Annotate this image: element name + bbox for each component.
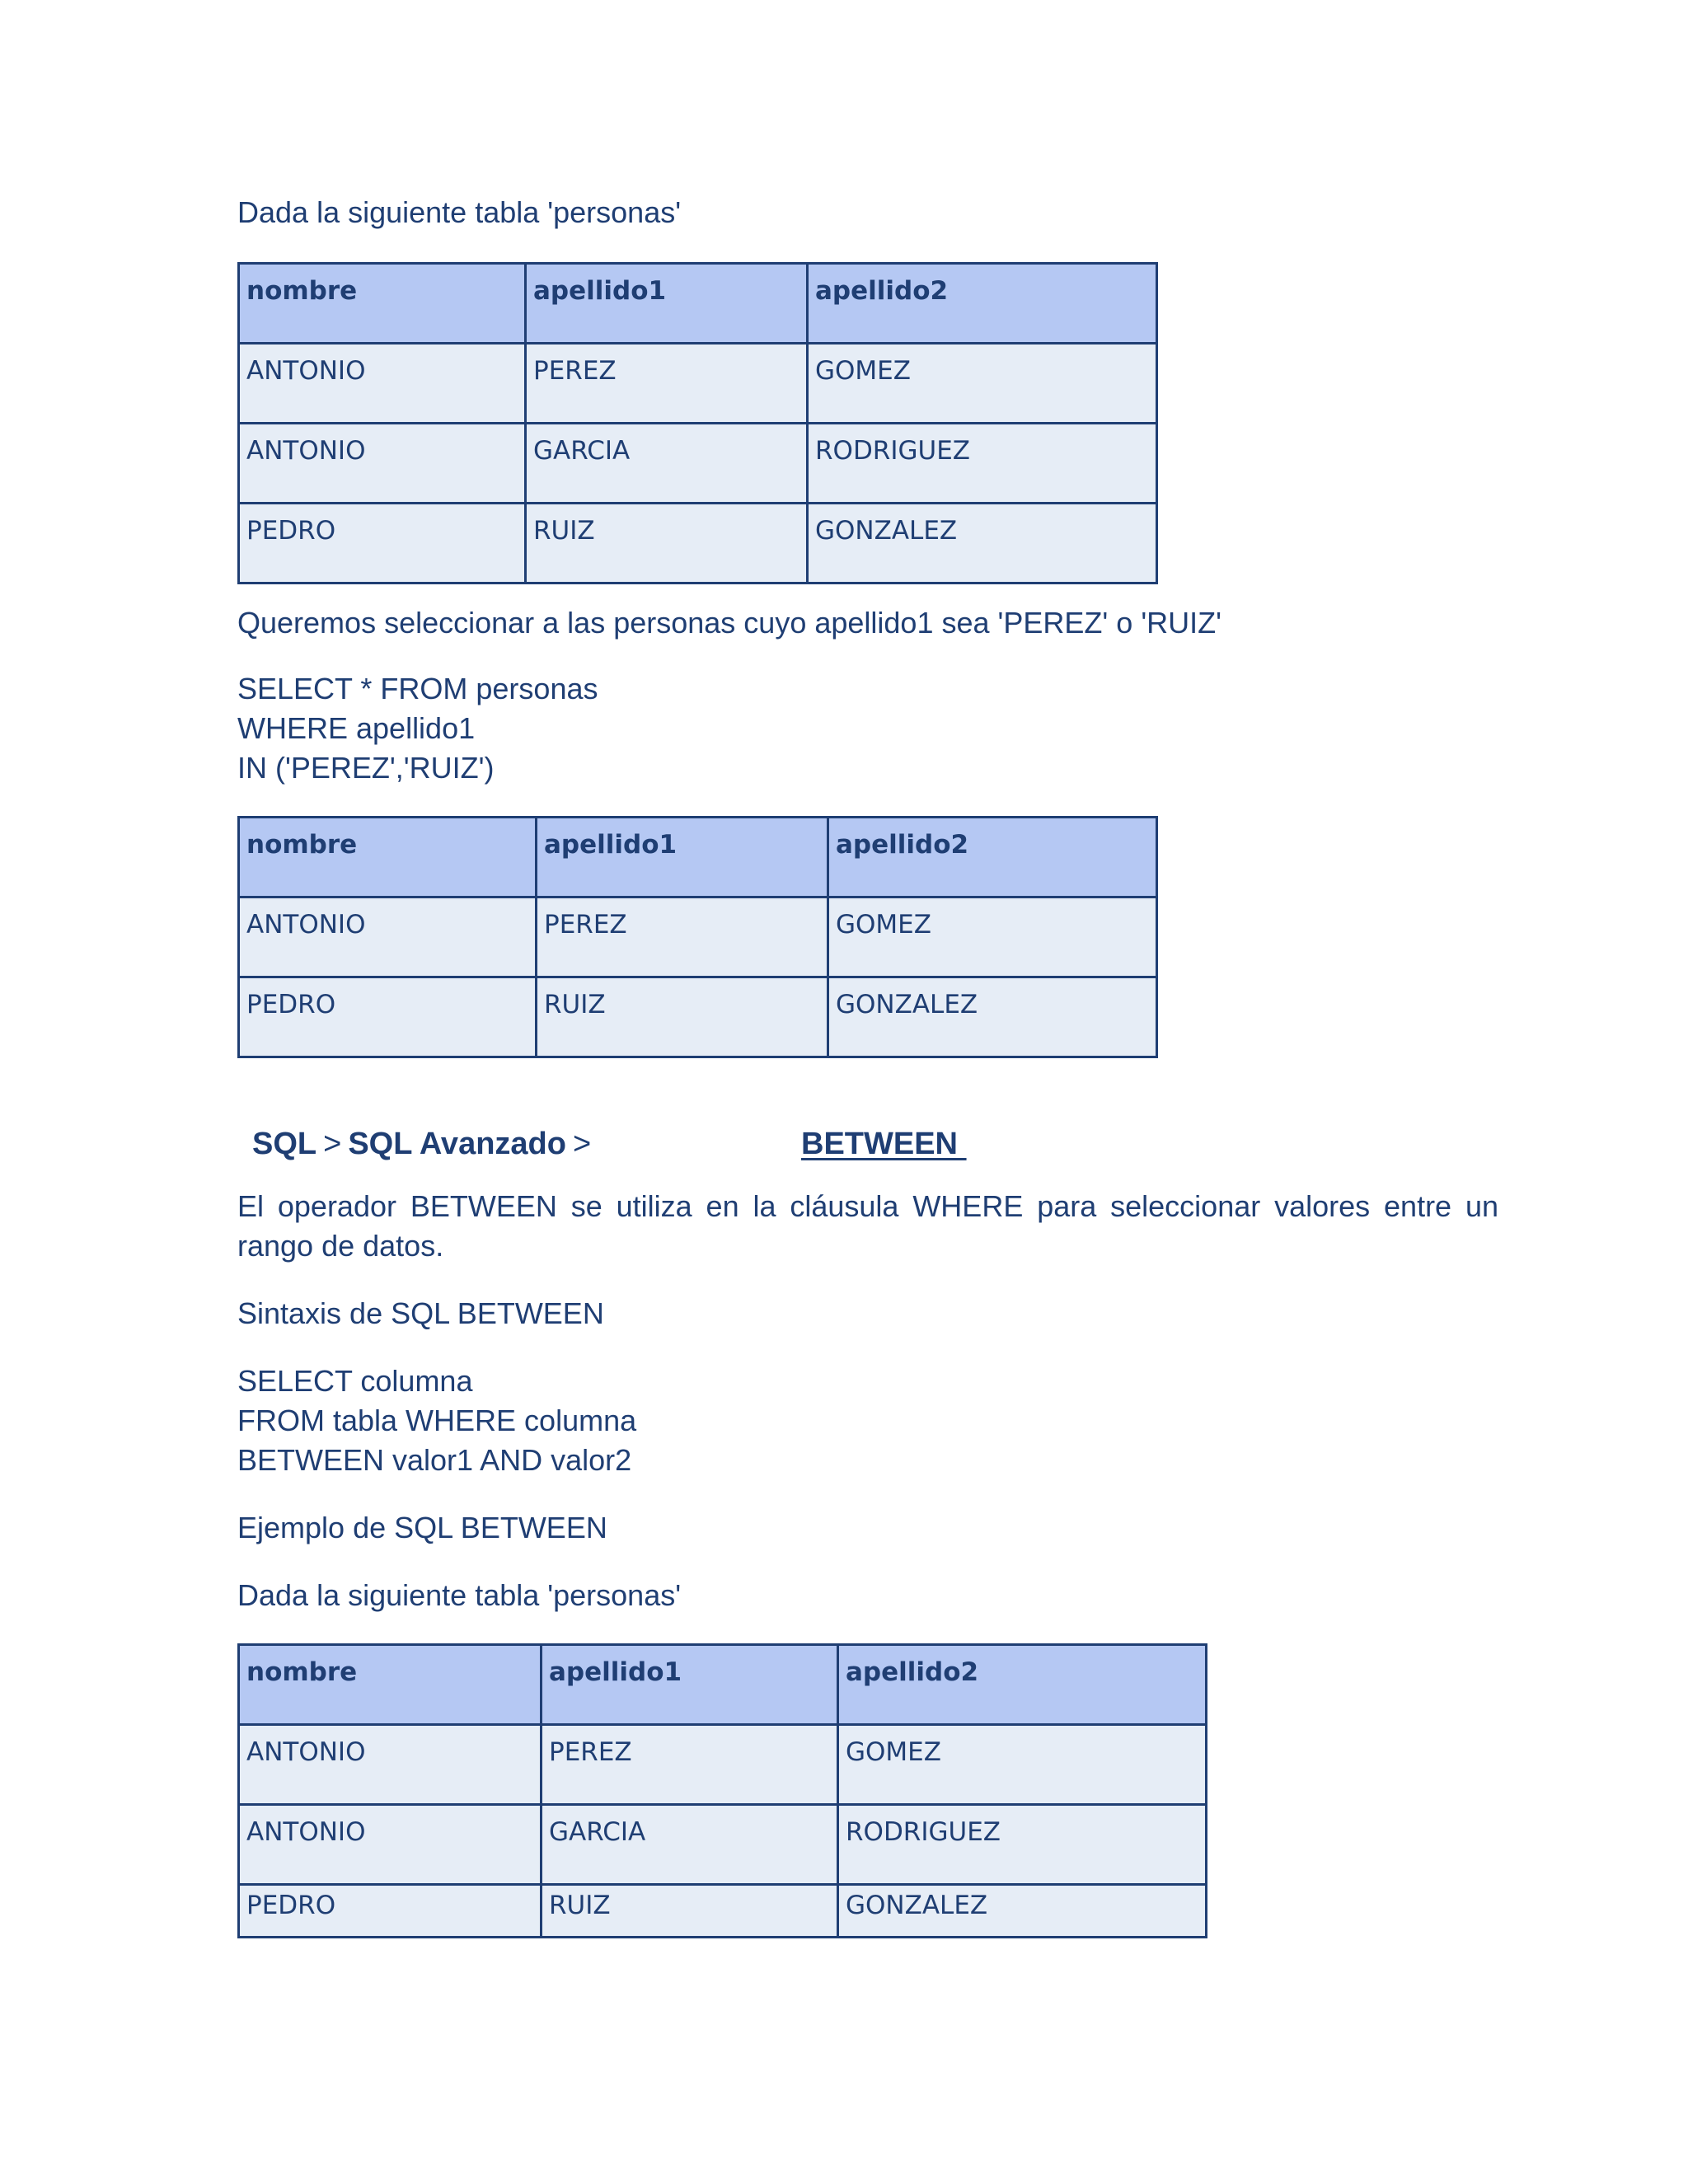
- code-line: IN ('PEREZ','RUIZ'): [237, 751, 495, 785]
- table-cell: PEREZ: [537, 898, 828, 977]
- table-cell: ANTONIO: [239, 344, 526, 424]
- breadcrumb: [252, 1124, 598, 1164]
- between-description: [237, 1187, 1498, 1266]
- table-cell: RUIZ: [526, 504, 808, 583]
- column-header-nombre: nombre: [239, 1645, 542, 1725]
- table-cell: PEDRO: [239, 977, 537, 1057]
- table-cell: PEREZ: [526, 344, 808, 424]
- table-cell: RUIZ: [537, 977, 828, 1057]
- table-cell: GOMEZ: [838, 1725, 1207, 1805]
- table-cell: GONZALEZ: [808, 504, 1157, 583]
- table-cell: PEREZ: [542, 1725, 838, 1805]
- breadcrumb-separator: >: [323, 1127, 342, 1161]
- syntax-heading: Sintaxis de SQL BETWEEN: [237, 1296, 604, 1330]
- table-row: [239, 504, 1157, 583]
- section-title: BETWEEN: [801, 1127, 967, 1161]
- table-cell: GARCIA: [526, 424, 808, 504]
- table-cell: ANTONIO: [239, 424, 526, 504]
- column-header-apellido2: apellido2: [808, 264, 1157, 344]
- table-cell: PEDRO: [239, 504, 526, 583]
- personas-table-2: [237, 1643, 1207, 1938]
- code-line: SELECT columna: [237, 1364, 473, 1398]
- column-header-nombre: nombre: [239, 264, 526, 344]
- breadcrumb-item-sql-avanzado[interactable]: SQL Avanzado: [348, 1127, 566, 1161]
- table-row: [239, 344, 1157, 424]
- table-row: [239, 1725, 1207, 1805]
- table-header-row: [239, 264, 1157, 344]
- example-heading: Ejemplo de SQL BETWEEN: [237, 1511, 607, 1544]
- column-header-apellido1: apellido1: [537, 818, 828, 898]
- intro-text-1: Dada la siguiente tabla 'personas': [237, 195, 682, 229]
- table-row: [239, 977, 1157, 1057]
- between-description-line: El operador BETWEEN se utiliza en la cláusula WHERE para seleccionar valores entre un: [237, 1189, 1498, 1223]
- table-row: [239, 424, 1157, 504]
- column-header-nombre: nombre: [239, 818, 537, 898]
- table-cell: RUIZ: [542, 1885, 838, 1938]
- code-line: SELECT * FROM personas: [237, 672, 598, 705]
- table-cell: GOMEZ: [828, 898, 1157, 977]
- between-description-line: rango de datos.: [237, 1229, 444, 1263]
- table-cell: ANTONIO: [239, 1805, 542, 1885]
- personas-table-1: [237, 262, 1158, 584]
- column-header-apellido1: apellido1: [542, 1645, 838, 1725]
- table-cell: GOMEZ: [808, 344, 1157, 424]
- table-row: [239, 1885, 1207, 1938]
- table-cell: PEDRO: [239, 1885, 542, 1938]
- table-cell: GONZALEZ: [838, 1885, 1207, 1938]
- intro-text-2: Dada la siguiente tabla 'personas': [237, 1578, 682, 1612]
- breadcrumb-separator: >: [572, 1127, 592, 1161]
- table-cell: ANTONIO: [239, 1725, 542, 1805]
- table-header-row: [239, 1645, 1207, 1725]
- table-cell: ANTONIO: [239, 898, 537, 977]
- table-row: [239, 898, 1157, 977]
- query-description: Queremos seleccionar a las personas cuyo apellido1 sea 'PEREZ' o 'RUIZ': [237, 606, 1222, 640]
- table-row: [239, 1805, 1207, 1885]
- table-cell: GARCIA: [542, 1805, 838, 1885]
- column-header-apellido1: apellido1: [526, 264, 808, 344]
- table-cell: GONZALEZ: [828, 977, 1157, 1057]
- table-cell: RODRIGUEZ: [838, 1805, 1207, 1885]
- table-cell: RODRIGUEZ: [808, 424, 1157, 504]
- code-line: WHERE apellido1: [237, 711, 476, 745]
- breadcrumb-item-sql[interactable]: SQL: [252, 1127, 317, 1161]
- table-header-row: [239, 818, 1157, 898]
- result-table: [237, 816, 1158, 1058]
- code-line: BETWEEN valor1 AND valor2: [237, 1443, 632, 1477]
- column-header-apellido2: apellido2: [828, 818, 1157, 898]
- code-line: FROM tabla WHERE columna: [237, 1404, 637, 1437]
- column-header-apellido2: apellido2: [838, 1645, 1207, 1725]
